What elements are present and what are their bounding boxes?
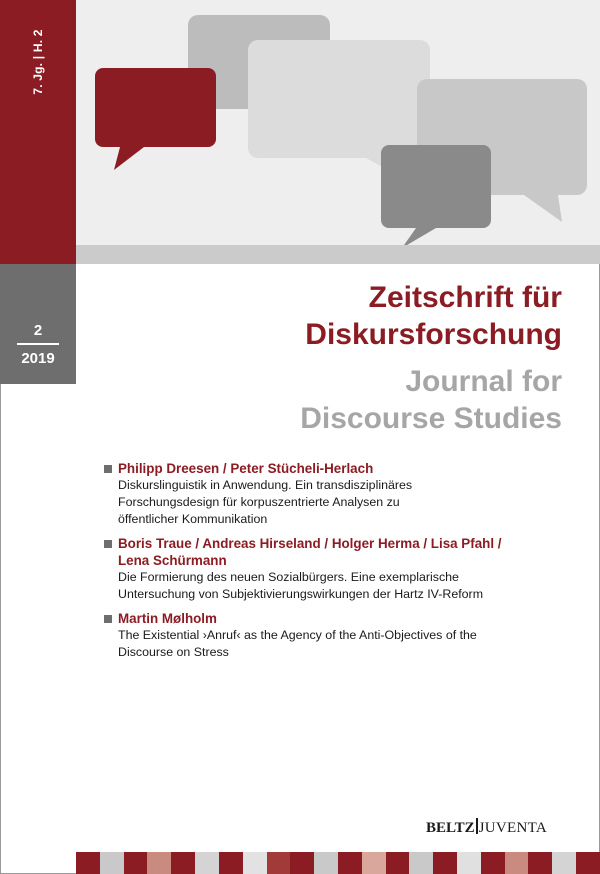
toc-title-line: Forschungsdesign für korpuszentrierte Analysen zu <box>118 495 400 509</box>
strip-block <box>267 852 291 874</box>
strip-block <box>576 852 600 874</box>
title-line: Diskursforschung <box>305 318 562 351</box>
strip-block <box>552 852 576 874</box>
toc-authors: Lena Schürmann <box>118 553 227 568</box>
toc-authors: Philipp Dreesen / Peter Stücheli-Herlach <box>118 461 374 476</box>
title-line: Journal for <box>405 365 562 398</box>
publisher-name-part: JUVENTA <box>478 820 548 836</box>
issue-divider <box>17 343 59 345</box>
strip-block <box>314 852 338 874</box>
strip-block <box>505 852 529 874</box>
speech-bubble-icon <box>95 68 216 170</box>
toc-title-line: Die Formierung des neuen Sozialbürgers. Eine exemplarische <box>118 570 459 584</box>
strip-block <box>243 852 267 874</box>
square-bullet-icon <box>104 465 112 473</box>
strip-block <box>409 852 433 874</box>
speech-bubbles-illustration <box>76 0 600 245</box>
toc-title-line: The Existential ›Anruf‹ as the Agency of the Anti-Objectives of the <box>118 628 477 642</box>
toc-entry <box>104 460 574 528</box>
journal-title-german <box>305 279 562 353</box>
toc-title-line: öffentlicher Kommunikation <box>118 512 268 526</box>
strip-block <box>457 852 481 874</box>
toc-authors: Boris Traue / Andreas Hirseland / Holger Herma / Lisa Pfahl / <box>118 536 502 551</box>
strip-block <box>338 852 362 874</box>
square-bullet-icon <box>104 540 112 548</box>
strip-block <box>362 852 386 874</box>
issue-number: 2 <box>33 322 43 339</box>
title-line: Zeitschrift für <box>368 281 562 314</box>
strip-block <box>433 852 457 874</box>
toc-title-line: Untersuchung von Subjektivierungswirkungen der Hartz IV-Reform <box>118 587 484 601</box>
journal-title-english <box>300 363 562 437</box>
strip-block <box>100 852 124 874</box>
strip-block <box>290 852 314 874</box>
gray-rule <box>76 245 600 264</box>
publisher-logo <box>426 818 547 837</box>
publisher-separator <box>476 818 478 834</box>
toc-authors: Martin Mølholm <box>118 611 217 626</box>
strip-block <box>147 852 171 874</box>
strip-block <box>219 852 243 874</box>
strip-block <box>528 852 552 874</box>
publisher-name-part: BELTZ <box>426 820 475 836</box>
strip-block <box>76 852 100 874</box>
toc-entry <box>104 535 574 603</box>
title-line: Discourse Studies <box>300 402 562 435</box>
strip-block <box>481 852 505 874</box>
strip-block <box>171 852 195 874</box>
toc-title-line: Discourse on Stress <box>118 645 229 659</box>
strip-block <box>124 852 148 874</box>
toc-title-line: Diskurslinguistik in Anwendung. Ein transdisziplinäres <box>118 478 413 492</box>
square-bullet-icon <box>104 615 112 623</box>
decorative-bottom-strip <box>76 852 600 874</box>
toc-entry <box>104 610 574 661</box>
table-of-contents <box>104 460 574 668</box>
issue-year: 2019 <box>21 350 55 367</box>
volume-issue-label: 7. Jg. | H. 2 <box>31 29 45 95</box>
strip-block <box>195 852 219 874</box>
speech-bubble-icon <box>381 145 491 245</box>
strip-block <box>386 852 410 874</box>
